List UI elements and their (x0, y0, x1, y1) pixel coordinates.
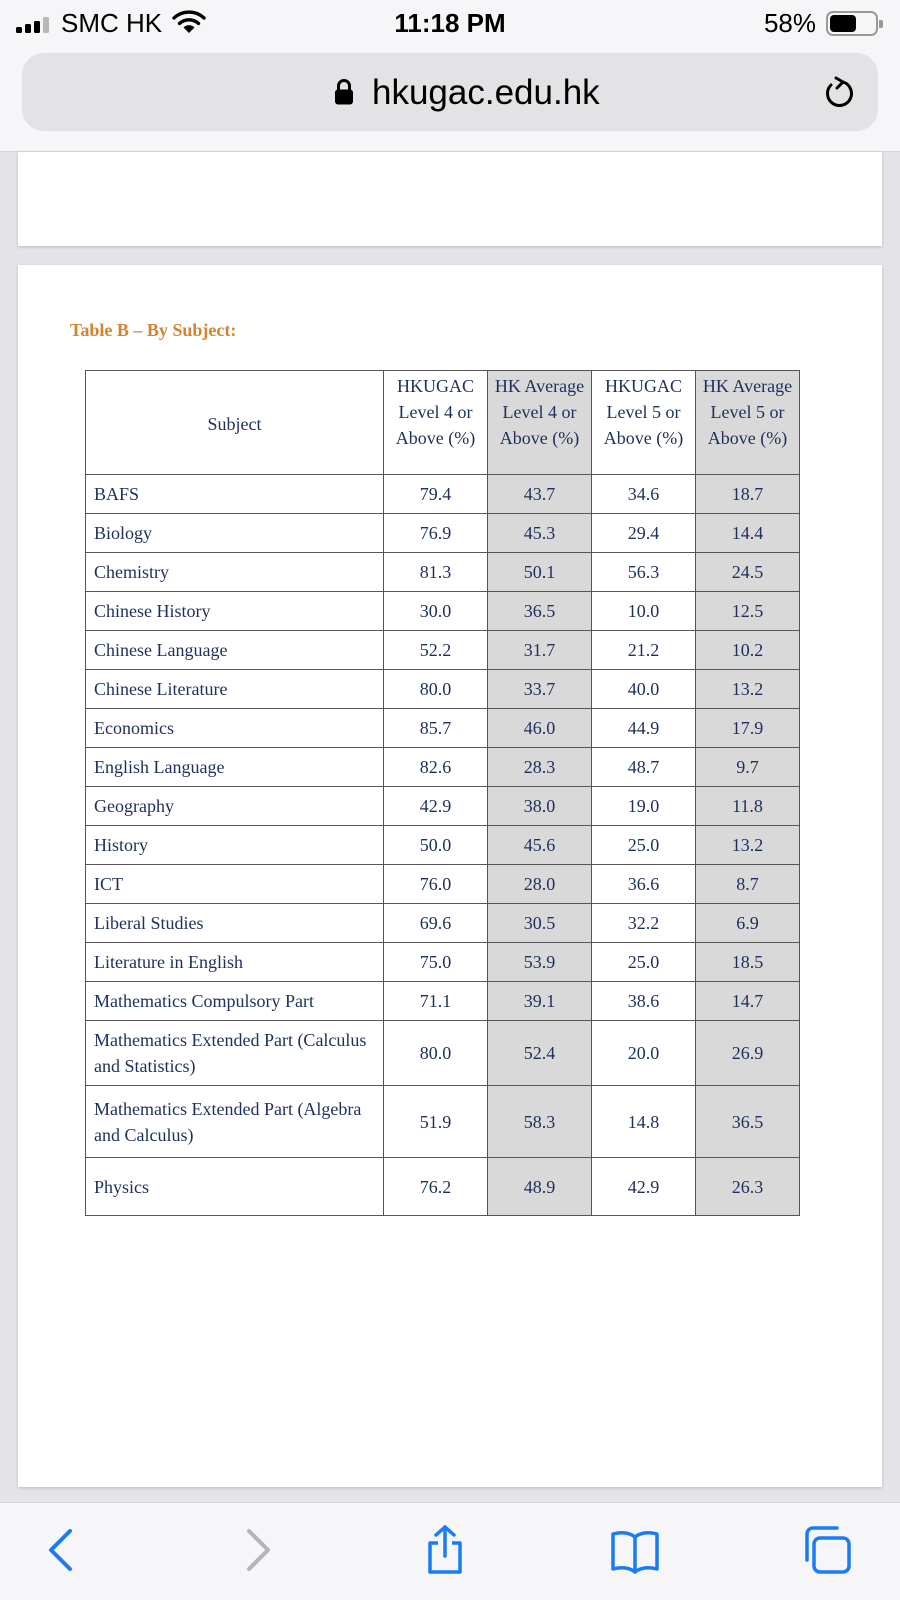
browser-toolbar (0, 1502, 900, 1600)
subject-cell: English Language (86, 748, 384, 787)
value-cell: 28.0 (488, 865, 592, 904)
value-cell: 53.9 (488, 943, 592, 982)
subject-cell: Chinese History (86, 592, 384, 631)
reload-icon[interactable] (822, 75, 856, 111)
value-cell: 25.0 (592, 943, 696, 982)
value-cell: 14.4 (696, 514, 800, 553)
table-row (86, 1086, 800, 1158)
table-row (86, 1021, 800, 1086)
value-cell: 76.2 (384, 1158, 488, 1216)
table-row (86, 865, 800, 904)
value-cell: 80.0 (384, 670, 488, 709)
document-page (18, 265, 882, 1487)
column-header: HKUGAC Level 4 or Above (%) (384, 371, 488, 475)
subject-cell: Geography (86, 787, 384, 826)
value-cell: 13.2 (696, 826, 800, 865)
table-title: Table B – By Subject: (70, 320, 237, 340)
value-cell: 79.4 (384, 475, 488, 514)
value-cell: 6.9 (696, 904, 800, 943)
value-cell: 28.3 (488, 748, 592, 787)
table-row (86, 943, 800, 982)
value-cell: 69.6 (384, 904, 488, 943)
value-cell: 19.0 (592, 787, 696, 826)
subject-cell: Liberal Studies (86, 904, 384, 943)
results-table (85, 370, 800, 1216)
value-cell: 56.3 (592, 553, 696, 592)
subject-cell: Mathematics Compulsory Part (86, 982, 384, 1021)
bookmarks-icon[interactable] (610, 1525, 660, 1575)
url-text[interactable]: hkugac.edu.hk (372, 73, 600, 112)
value-cell: 36.6 (592, 865, 696, 904)
value-cell: 11.8 (696, 787, 800, 826)
value-cell: 34.6 (592, 475, 696, 514)
column-header: HK Average Level 4 or Above (%) (488, 371, 592, 475)
battery-percent: 58% (763, 8, 816, 38)
value-cell: 80.0 (384, 1021, 488, 1086)
battery-icon (826, 11, 878, 36)
value-cell: 50.1 (488, 553, 592, 592)
value-cell: 45.6 (488, 826, 592, 865)
value-cell: 17.9 (696, 709, 800, 748)
lock-icon (334, 79, 354, 105)
forward-icon[interactable] (232, 1525, 282, 1575)
subject-cell: BAFS (86, 475, 384, 514)
value-cell: 33.7 (488, 670, 592, 709)
table-header-row (86, 371, 800, 475)
value-cell: 43.7 (488, 475, 592, 514)
table-row (86, 631, 800, 670)
value-cell: 13.2 (696, 670, 800, 709)
value-cell: 36.5 (696, 1086, 800, 1158)
clock: 11:18 PM (394, 8, 506, 38)
value-cell: 51.9 (384, 1086, 488, 1158)
value-cell: 14.8 (592, 1086, 696, 1158)
table-row (86, 475, 800, 514)
previous-page-card (18, 152, 882, 246)
value-cell: 58.3 (488, 1086, 592, 1158)
value-cell: 29.4 (592, 514, 696, 553)
value-cell: 14.7 (696, 982, 800, 1021)
subject-cell: Economics (86, 709, 384, 748)
value-cell: 71.1 (384, 982, 488, 1021)
back-icon[interactable] (37, 1525, 87, 1575)
value-cell: 82.6 (384, 748, 488, 787)
value-cell: 45.3 (488, 514, 592, 553)
share-icon[interactable] (420, 1525, 470, 1575)
table-row (86, 514, 800, 553)
value-cell: 42.9 (592, 1158, 696, 1216)
browser-address-area (0, 46, 900, 152)
value-cell: 36.5 (488, 592, 592, 631)
table-row (86, 592, 800, 631)
table-row (86, 982, 800, 1021)
value-cell: 12.5 (696, 592, 800, 631)
value-cell: 38.0 (488, 787, 592, 826)
address-bar[interactable] (22, 53, 878, 131)
value-cell: 21.2 (592, 631, 696, 670)
value-cell: 10.2 (696, 631, 800, 670)
subject-cell: Chinese Literature (86, 670, 384, 709)
battery-fill (830, 15, 856, 32)
subject-cell: Physics (86, 1158, 384, 1216)
subject-cell: Biology (86, 514, 384, 553)
value-cell: 38.6 (592, 982, 696, 1021)
subject-cell: ICT (86, 865, 384, 904)
value-cell: 8.7 (696, 865, 800, 904)
subject-cell: Chinese Language (86, 631, 384, 670)
tabs-icon[interactable] (803, 1525, 853, 1575)
value-cell: 48.9 (488, 1158, 592, 1216)
value-cell: 44.9 (592, 709, 696, 748)
subject-cell: Mathematics Extended Part (Calculus and Statistics) (86, 1021, 384, 1086)
table-row (86, 670, 800, 709)
value-cell: 24.5 (696, 553, 800, 592)
table-row (86, 553, 800, 592)
value-cell: 9.7 (696, 748, 800, 787)
value-cell: 10.0 (592, 592, 696, 631)
value-cell: 76.9 (384, 514, 488, 553)
table-row (86, 904, 800, 943)
subject-cell: Chemistry (86, 553, 384, 592)
subject-cell: History (86, 826, 384, 865)
value-cell: 48.7 (592, 748, 696, 787)
value-cell: 76.0 (384, 865, 488, 904)
column-header: HK Average Level 5 or Above (%) (696, 371, 800, 475)
value-cell: 30.5 (488, 904, 592, 943)
value-cell: 50.0 (384, 826, 488, 865)
table-row (86, 787, 800, 826)
column-header: Subject (86, 371, 384, 475)
value-cell: 85.7 (384, 709, 488, 748)
value-cell: 30.0 (384, 592, 488, 631)
value-cell: 42.9 (384, 787, 488, 826)
value-cell: 18.5 (696, 943, 800, 982)
value-cell: 18.7 (696, 475, 800, 514)
value-cell: 20.0 (592, 1021, 696, 1086)
value-cell: 75.0 (384, 943, 488, 982)
table-row (86, 1158, 800, 1216)
value-cell: 32.2 (592, 904, 696, 943)
value-cell: 25.0 (592, 826, 696, 865)
carrier-name: SMC HK (61, 8, 163, 38)
value-cell: 26.9 (696, 1021, 800, 1086)
value-cell: 39.1 (488, 982, 592, 1021)
value-cell: 31.7 (488, 631, 592, 670)
subject-cell: Literature in English (86, 943, 384, 982)
value-cell: 26.3 (696, 1158, 800, 1216)
value-cell: 52.2 (384, 631, 488, 670)
table-row (86, 826, 800, 865)
table-row (86, 709, 800, 748)
value-cell: 46.0 (488, 709, 592, 748)
value-cell: 52.4 (488, 1021, 592, 1086)
value-cell: 40.0 (592, 670, 696, 709)
table-row (86, 748, 800, 787)
column-header: HKUGAC Level 5 or Above (%) (592, 371, 696, 475)
subject-cell: Mathematics Extended Part (Algebra and Calculus) (86, 1086, 384, 1158)
value-cell: 81.3 (384, 553, 488, 592)
status-bar (0, 0, 900, 46)
